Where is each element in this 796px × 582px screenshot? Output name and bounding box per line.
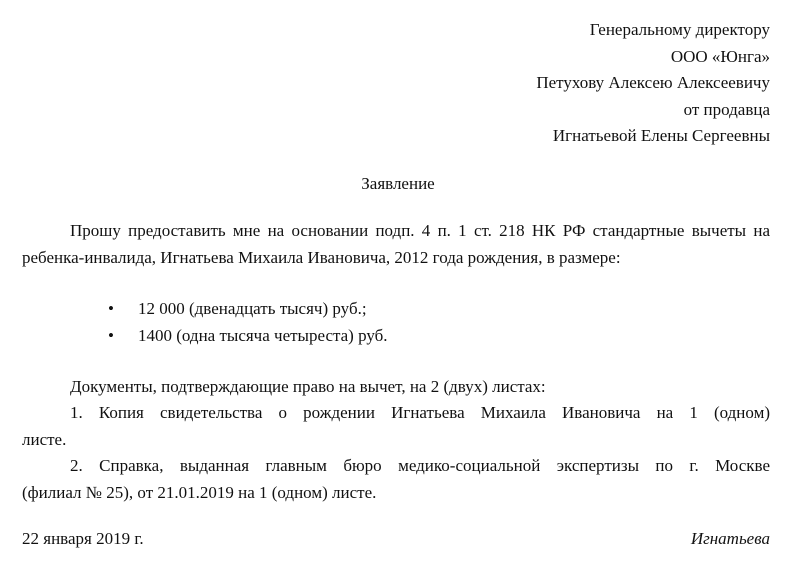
sender-role: от продавца (683, 99, 770, 119)
bullet-icon: • (108, 326, 114, 345)
deductions-list (70, 295, 388, 349)
document-item-2-line2: (филиал № 25), от 21.01.2019 на 1 (одном) листе. (22, 482, 377, 502)
addressee-block (536, 17, 770, 150)
addressee-company: ООО «Юнга» (670, 46, 770, 66)
deduction-item (70, 295, 388, 322)
document-date: 22 января 2019 г. (22, 529, 144, 548)
signature: Игнатьева (690, 529, 770, 548)
document-item-1-line1: 1. Копия свидетельства о рождении Игнатьева Михаила Ивановича на 1 (одном) (70, 403, 770, 422)
document-item-2 (22, 453, 770, 506)
request-paragraph: Прошу предоставить мне на основании подп. 4 п. 1 ст. 218 НК РФ стандартные вычеты на ребенка-инвалида, Игнатьева Михаила Ивановича, 2012 года рождения, в размере: (22, 221, 770, 267)
document-item-2-line1: 2. Справка, выданная главным бюро медико-социальной экспертизы по г. Москве (70, 456, 770, 475)
deduction-text: 1400 (одна тысяча четыреста) руб. (138, 326, 388, 345)
addressee-name: Петухову Алексею Алексеевичу (536, 73, 770, 92)
deduction-text: 12 000 (двенадцать тысяч) руб.; (138, 299, 367, 318)
sender-name: Игнатьевой Елены Сергеевны (552, 126, 770, 145)
document-item-1-line2: листе. (22, 429, 67, 449)
documents-intro: Документы, подтверждающие право на вычет, на 2 (двух) листах: (70, 377, 546, 396)
document-title: Заявление (361, 174, 435, 193)
bullet-icon: • (108, 299, 114, 318)
document-item-1 (22, 400, 770, 453)
deduction-item (70, 322, 388, 349)
addressee-position: Генеральному директору (589, 20, 770, 39)
